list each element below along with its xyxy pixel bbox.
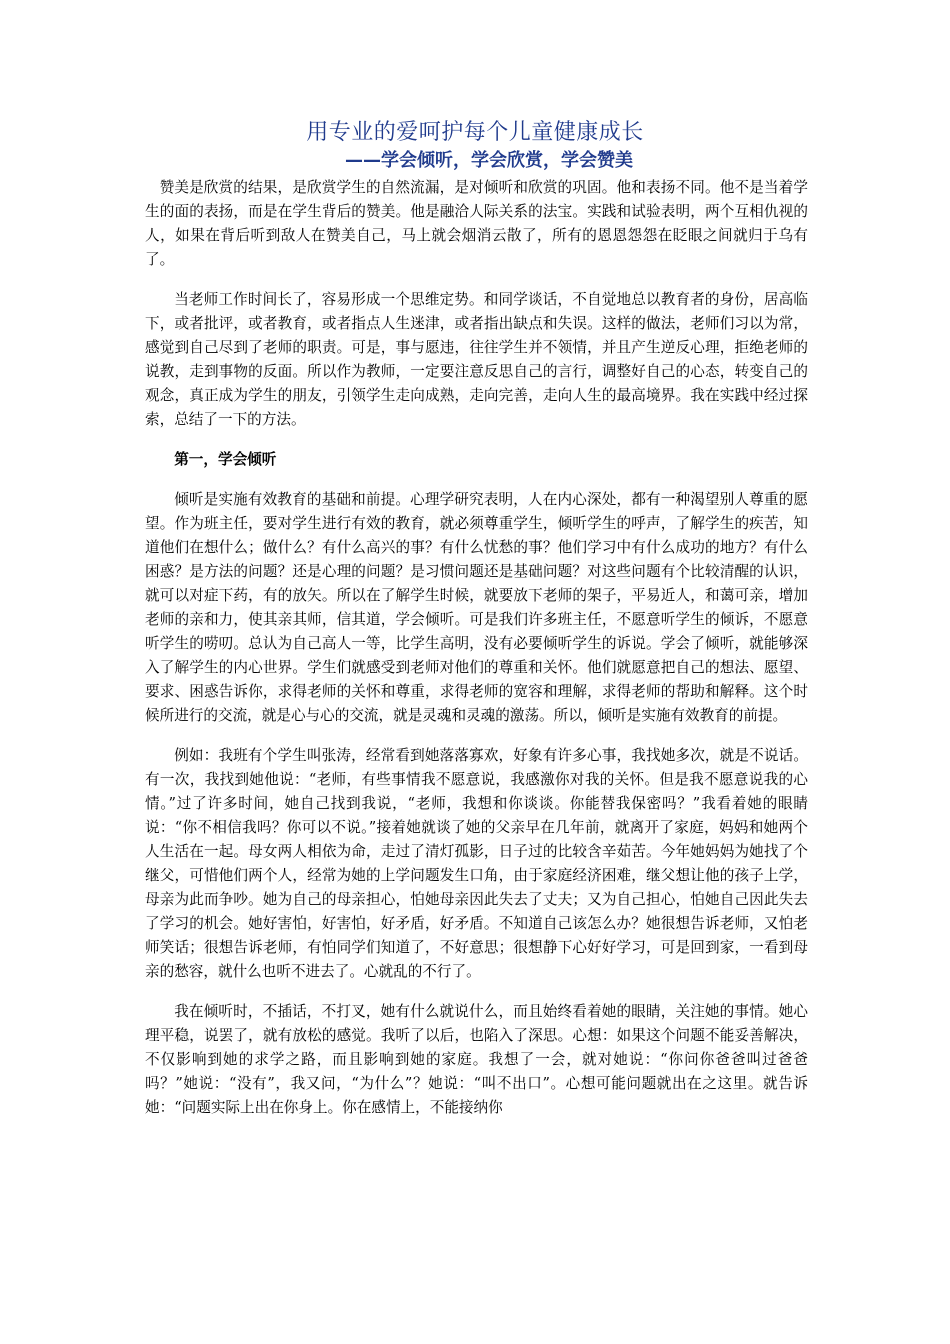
paragraph-gap — [145, 728, 808, 744]
paragraph-gap — [145, 272, 808, 288]
document-subtitle: ——学会倾听，学会欣赏，学会赞美 — [345, 150, 633, 171]
section-heading-listening: 第一，学会倾听 — [174, 451, 277, 468]
paragraph-praise: 赞美是欣赏的结果，是欣赏学生的自然流漏，是对倾听和欣赏的巩固。他和表扬不同。他不是当着学生的面的表扬，而是在学生背后的赞美。他是融洽人际关系的法宝。实践和试验表明，两个互相仇视的人，如果在背后听到敌人在赞美自己，马上就会烟消云散了，所有的恩恩怨怨在眨眼之间就归于乌有了。 — [145, 179, 808, 268]
paragraph-listening: 倾听是实施有效教育的基础和前提。心理学研究表明，人在内心深处，都有一种渴望别人尊重的愿望。作为班主任，要对学生进行有效的教育，就必须尊重学生，倾听学生的呼声，了解学生的疾苦，知道他们在想什么；做什么？有什么高兴的事？有什么忧愁的事？他们学习中有什么成功的地方？有什么困惑？是方法的问题？还是心理的问题？是习惯问题还是基础问题？对这些问题有个比较清醒的认识，就可以对症下药，有的放矢。所以在了解学生时候，就要放下老师的架子，平易近人，和蔼可亲，增加老师的亲和力，使其亲其师，信其道，学会倾听。可是我们许多班主任，不愿意听学生的倾诉，不愿意听学生的唠叨。总认为自己高人一等，比学生高明，没有必要倾听学生的诉说。学会了倾听，就能够深入了解学生的内心世界。学生们就感受到老师对他们的尊重和关怀。他们就愿意把自己的想法、愿望、要求、困惑告诉你，求得老师的关怀和尊重，求得老师的宽容和理解，求得老师的帮助和解释。这个时候所进行的交流，就是心与心的交流，就是灵魂和灵魂的激荡。所以，倾听是实施有效教育的前提。 — [145, 491, 808, 724]
document-title: 用专业的爱呵护每个儿童健康成长 — [306, 120, 644, 145]
paragraph-teacher-mindset: 当老师工作时间长了，容易形成一个思维定势。和同学谈话，不自觉地总以教育者的身份，居高临下，或者批评，或者教育，或者指点人生迷津，或者指出缺点和失误。这样的做法，老师们习以为常，感觉到自己尽到了老师的职责。可是，事与愿违，往往学生并不领情，并且产生逆反心理，拒绝老师的说教，走到事物的反面。所以作为教师，一定要注意反思自己的言行，调整好自己的心态，转变自己的观念，真正成为学生的朋友，引领学生走向成熟，走向完善，走向人生的最高境界。我在实践中经过探索，总结了一下的方法。 — [145, 291, 808, 428]
paragraph-gap — [145, 432, 808, 448]
paragraph-listening-practice: 我在倾听时，不插话，不打叉，她有什么就说什么，而且始终看着她的眼睛，关注她的事情。她心理平稳，说罢了，就有放松的感觉。我听了以后，也陷入了深思。心想：如果这个问题不能妥善解决，不仅影响到她的求学之路，而且影响到她的家庭。我想了一会，就对她说：“你问你爸爸叫过爸爸吗？”她说：“没有”，我又问，“为什么”？她说：“叫不出口”。心想可能问题就出在之这里。就告诉她：“问题实际上出在你身上。你在感情上，不能接纳你 — [145, 1003, 808, 1116]
paragraph-gap — [145, 984, 808, 1000]
paragraph-gap — [145, 472, 808, 488]
document-body — [145, 176, 808, 1120]
paragraph-example: 例如：我班有个学生叫张涛，经常看到她落落寡欢，好象有许多心事，我找她多次，就是不说话。有一次，我找到她他说：“老师，有些事情我不愿意说，我感激你对我的关怀。但是我不愿意说我的心情。”过了许多时间，她自己找到我说，“老师，我想和你谈谈。你能替我保密吗？”我看着她的眼睛说：“你不相信我吗？你可以不说。”接着她就谈了她的父亲早在几年前，就离开了家庭，妈妈和她两个人生活在一起。母女两人相依为命，走过了清灯孤影，日子过的比较含辛茹苦。今年她妈妈为她找了个继父，可惜他们两个人，经常为她的上学问题发生口角，由于家庭经济困难，继父想让他的孩子上学，母亲为此而争吵。她为自己的母亲担心，怕她母亲因此失去了丈夫；又为自己担心，怕她自己因此失去了学习的机会。她好害怕，好害怕，好矛盾，好矛盾。不知道自己该怎么办？她很想告诉老师，又怕老师笑话；很想告诉老师，有怕同学们知道了，不好意思；很想静下心好好学习，可是回到家，一看到母亲的愁容，就什么也听不进去了。心就乱的不行了。 — [145, 747, 808, 980]
